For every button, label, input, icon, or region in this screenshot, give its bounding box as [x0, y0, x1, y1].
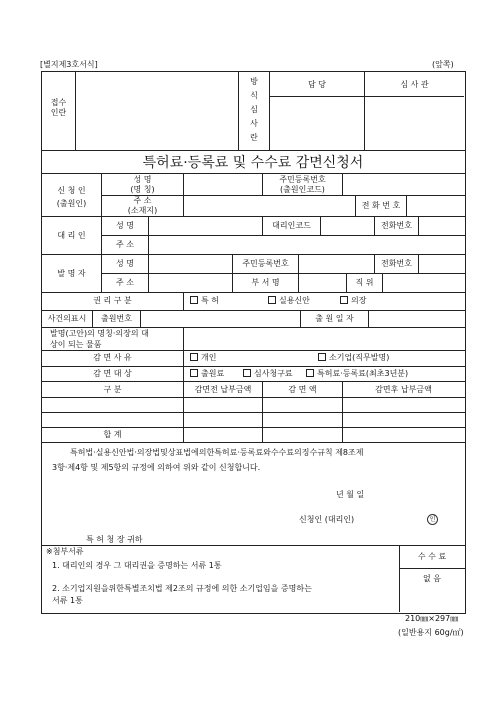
applicant-phone-field[interactable] — [407, 196, 463, 215]
agent-code-label: 대리인코드 — [272, 221, 311, 230]
fee-row-1[interactable] — [42, 398, 463, 411]
checkbox-icon — [190, 353, 198, 361]
inventor-address-label: 주 소 — [116, 278, 134, 287]
reduction-reason-label: 감 면 사 유 — [93, 353, 132, 362]
reason-option-small-business[interactable]: 소기업(직무발명) — [318, 353, 389, 363]
seal-icon: 인 — [427, 514, 438, 525]
case-label: 사건의표시 — [47, 314, 87, 323]
fee-header-before: 감면전 납부금액 — [194, 385, 252, 394]
applicant-name-label: 성 명 (명 칭) — [130, 175, 155, 194]
addressee: 특 허 청 장 귀하 — [86, 535, 143, 544]
applicant-address-label: 주 소 (소재지) — [127, 196, 158, 215]
fee-label: 수 수 료 — [417, 552, 447, 561]
inventor-position-label: 직 위 — [355, 278, 374, 287]
applicant-phone-label: 전 화 번 호 — [361, 201, 401, 210]
inventor-phone-label: 전화번호 — [381, 259, 412, 268]
review-method-label: 방 식 심 사 란 — [250, 77, 258, 142]
inventor-label: 발 명 자 — [57, 269, 86, 278]
checkbox-icon — [243, 369, 251, 377]
checkbox-icon — [318, 353, 326, 361]
reason-option-individual[interactable]: 개인 — [190, 353, 216, 363]
inventor-name-label: 성 명 — [116, 259, 134, 268]
paper-size: 210㎜×297㎜ — [405, 614, 459, 623]
fee-header-reduction: 감 면 액 — [288, 385, 317, 394]
fee-header-after: 감면후 납부금액 — [375, 385, 432, 394]
app-no-label: 출원번호 — [101, 314, 132, 323]
checkbox-icon — [190, 369, 198, 377]
app-date-label: 출 원 일 자 — [315, 314, 354, 323]
inventor-address-field[interactable] — [149, 274, 231, 291]
target-option-reg-fee[interactable]: 특허료·등록료(최초3년분) — [306, 369, 408, 379]
checkbox-icon — [268, 296, 276, 304]
receipt-label: 접수 인란 — [50, 98, 67, 117]
inventor-position-field[interactable] — [383, 274, 463, 291]
inventor-dept-label: 부 서 명 — [251, 278, 280, 287]
invention-name-label: 발명(고안)의 명칭·의장의 대 상이 되는 물품 — [50, 329, 149, 349]
rights-label: 권 리 구 분 — [93, 296, 132, 305]
fee-total-label: 합 계 — [103, 430, 122, 439]
target-option-app-fee[interactable]: 출원료 — [190, 369, 224, 379]
examiner-label: 심 사 관 — [400, 80, 429, 89]
agent-address-field[interactable] — [149, 236, 463, 253]
applicant-id-field[interactable] — [343, 174, 463, 194]
applicant-name-field[interactable] — [184, 174, 261, 194]
agent-name-field[interactable] — [149, 217, 261, 234]
agent-label: 대 리 인 — [57, 231, 86, 240]
checkbox-icon — [306, 369, 314, 377]
agent-address-label: 주 소 — [116, 240, 134, 249]
checkbox-icon — [340, 296, 348, 304]
applicant-label: 신 청 인 (출원인) — [56, 186, 87, 208]
page-side-label: (앞쪽) — [432, 60, 454, 69]
agent-phone-label: 전화번호 — [381, 221, 412, 230]
paper-type: (일반용지 60g/㎡) — [398, 628, 464, 637]
fee-header-category: 구 분 — [103, 385, 122, 394]
date-line: 년 월 일 — [336, 490, 365, 499]
inventor-phone-field[interactable] — [419, 255, 463, 272]
declaration-line-2: 3항·제4항 및 제5항의 규정에 의하여 위와 같이 신청합니다. — [52, 463, 261, 472]
fee-row-2[interactable] — [42, 413, 463, 426]
reduction-target-label: 감 면 대 상 — [93, 369, 132, 378]
in-charge-label: 담 당 — [308, 80, 326, 89]
attachment-item-2: 2. 소기업지원을위한특별조치법 제2조의 규정에 의한 소기업임을 증명하는 서류 1통 — [52, 584, 312, 605]
agent-name-label: 성 명 — [116, 221, 134, 230]
app-no-field[interactable] — [141, 311, 299, 326]
applicant-id-label: 주민등록번호 (출원인코드) — [279, 175, 326, 194]
declaration-line-1: 특허법·실용신안법·의장법및상표법에의한특허료·등록료와수수료의징수규칙 제8조제 — [70, 448, 364, 457]
checkbox-icon — [190, 296, 198, 304]
app-date-field[interactable] — [369, 311, 463, 326]
inventor-name-field[interactable] — [149, 255, 231, 272]
agent-code-field[interactable] — [321, 217, 373, 234]
rights-option-utility[interactable]: 실용신안 — [268, 296, 310, 306]
applicant-signature-label: 신청인 (대리인) — [299, 515, 355, 524]
agent-phone-field[interactable] — [419, 217, 463, 234]
inventor-id-label: 주민등록번호 — [242, 259, 289, 268]
form-number: [별지제3호서식] — [40, 60, 98, 69]
form-title: 특허료·등록료 및 수수료 감면신청서 — [142, 155, 364, 171]
inventor-dept-field[interactable] — [299, 274, 345, 291]
target-option-exam-fee[interactable]: 심사청구료 — [243, 369, 293, 379]
invention-name-field[interactable] — [184, 328, 463, 349]
attachments-title: ※첨부서류 — [46, 547, 84, 556]
rights-option-patent[interactable]: 특 허 — [190, 296, 219, 306]
inventor-id-field[interactable] — [299, 255, 373, 272]
fee-value: 없 음 — [423, 574, 441, 583]
attachment-item-1: 1. 대리인의 경우 그 대리권을 증명하는 서류 1통 — [52, 561, 222, 570]
applicant-address-field[interactable] — [184, 196, 354, 215]
rights-option-design[interactable]: 의장 — [340, 296, 366, 306]
